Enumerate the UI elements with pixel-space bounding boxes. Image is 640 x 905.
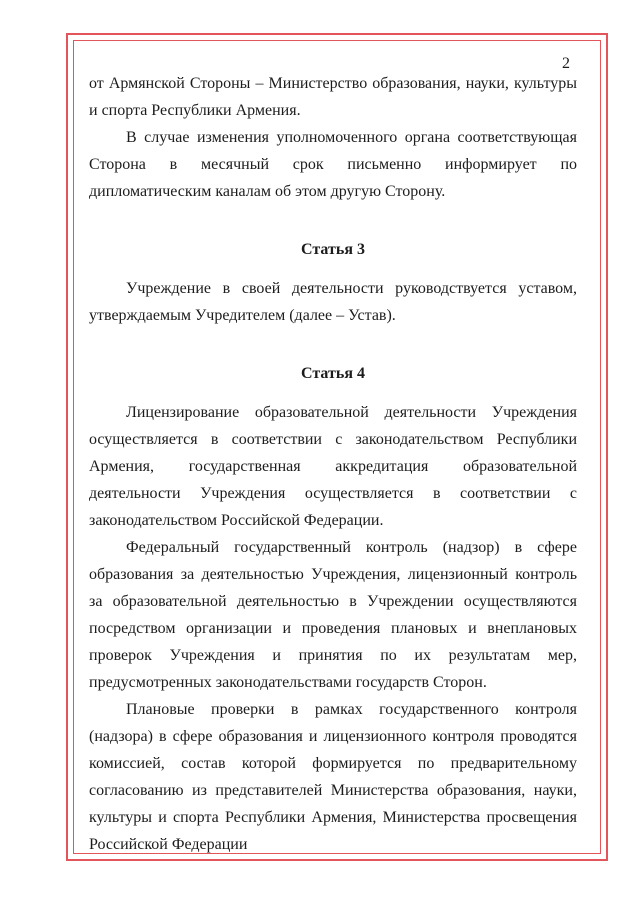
paragraph-armenian-side: от Армянской Стороны – Министерство образования, науки, культуры и спорта Республики Армения. [89, 75, 577, 119]
article-3-heading: Статья 3 [301, 241, 365, 258]
page-number: 2 [562, 55, 570, 72]
document-body [89, 70, 577, 858]
article-4-heading: Статья 4 [301, 365, 365, 382]
paragraph-authority-change: В случае изменения уполномоченного органа соответствующая Сторона в месячный срок письменно информирует по дипломатическим каналам об этом другую Сторону. [89, 129, 577, 200]
paragraph-federal-control: Федеральный государственный контроль (надзор) в сфере образования за деятельностью Учреждения, лицензионный контроль за образовательной деятельностью в Учреждении осуществляются посредством организации и проведения плановых и внеплановых проверок Учреждения и принятия по их результатам мер, предусмотренных законодательствами государств Сторон. [89, 539, 577, 691]
paragraph-planned-inspections: Плановые проверки в рамках государственного контроля (надзора) в сфере образования и лицензионного контроля проводятся комиссией, состав которой формируется по предварительному согласованию из представителей Министерства образования, науки, культуры и спорта Республики Армения, Министерства просвещения Российской Федерации [89, 701, 577, 853]
paragraph-licensing: Лицензирование образовательной деятельности Учреждения осуществляется в соответствии с законодательством Республики Армения, государственная аккредитация образовательной деятельности Учреждения осуществляется в соответствии с законодательством Российской Федерации. [89, 404, 577, 529]
paragraph-charter: Учреждение в своей деятельности руководствуется уставом, утверждаемым Учредителем (далее – Устав). [89, 280, 577, 324]
